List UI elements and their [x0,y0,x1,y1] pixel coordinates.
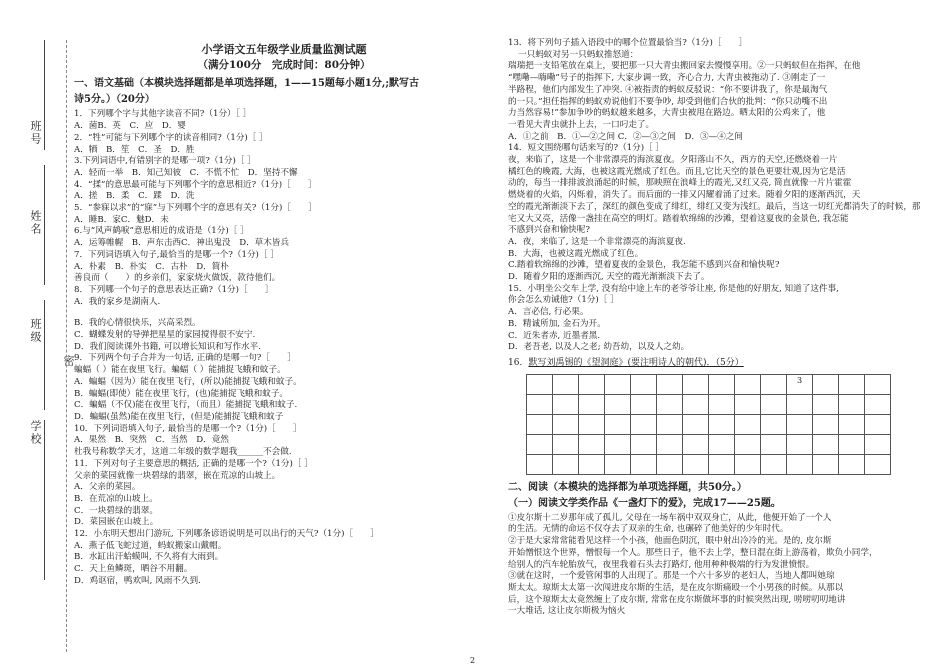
grid-cell[interactable] [683,394,709,414]
question-line: C．近朱者赤, 近墨者黑. [508,330,601,341]
question-line: D．老吾老, 以及人之老; 幼吾幼，以及人之幼。 [508,342,690,353]
grid-cell[interactable] [683,434,709,454]
grid-cell[interactable] [527,434,553,454]
question-line: A．轻而一举 B．知己知彼 C．不慌不忙 D．坚持不懈 [74,167,298,178]
grid-cell[interactable] [735,434,761,454]
grid-row [527,454,891,474]
grid-cell[interactable] [579,374,605,394]
question-line: A．燕子低飞蛇过道，蚂蚁搬家山戴帽。 [74,540,227,551]
question-line: 半路程，他们内部发生了冲突. ④被指责的蚂蚁反驳说：“你不要讲我了，你是最淘气 [508,84,828,95]
grid-cell[interactable] [735,394,761,414]
grid-cell[interactable] [527,454,553,474]
grid-cell[interactable] [579,414,605,434]
school-line [44,420,45,580]
grid-cell[interactable] [579,454,605,474]
grid-row [527,374,891,394]
grid-cell[interactable] [553,454,579,474]
grid-cell[interactable] [553,414,579,434]
grid-cell[interactable] [631,434,657,454]
name-line-mid [44,165,45,285]
question-line: A．朴素 B．朴实 C．古朴 D．简朴 [74,261,229,272]
grid-cell[interactable] [553,374,579,394]
question-line [74,308,494,318]
question-line: A．菌B．英 C．应 D．婴 [74,121,186,132]
grid-cell[interactable] [709,394,735,414]
question-line: 夜，来临了，这是一个非常漂亮的海滨夏夜。夕阳落山不久，西方的天空,还燃烧着一片 [508,155,838,166]
question-line: “嘿嘞—嗨嘞”号子的指挥下, 大家步调一致，齐心合力, 大青虫被拖动了. ③刚走了一 [508,73,826,84]
question-line: A．夜，来临了, 这是一个非常漂亮的海滨夏夜. [508,236,686,247]
grid-cell[interactable] [787,414,813,434]
grid-cell[interactable] [839,454,865,474]
grid-cell[interactable] [683,414,709,434]
grid-row [527,434,891,454]
name-line-top [44,40,45,150]
grid-cell[interactable] [813,414,839,434]
question-line: 2．“牲”可能与下列哪个字的读音相同?（1分)［ ］ [74,132,268,143]
seal-dashed-line [66,40,67,652]
question-line: 14．短文围绕哪句话来写的?（1分)［ ］ [508,143,665,154]
grid-cell[interactable] [553,394,579,414]
question-line: A．睡B．家C．魅D．未 [74,214,169,225]
question-line: A．果然 B．突然 C．当然 D．竟然 [74,435,229,446]
question-line: A．运筹帷幄 B．声东击西C．神出鬼没 D．草木皆兵 [74,238,290,249]
question-line: 燃烧着的火焰，闪烁着，消失了。而后面的一排又闪耀着涌了过来。随着夕阳的逐渐西沉，天 [508,190,861,201]
grid-cell[interactable] [631,394,657,414]
grid-cell[interactable] [865,454,891,474]
question-line: 不感到兴奋和愉快呢? [508,225,590,236]
writing-grid[interactable] [526,374,891,475]
grid-cell[interactable] [605,374,631,394]
question-line: 的一只。”担任指挥的蚂蚁劝说他们不要争吵, 却受到他们合伙的批判：“你只动嘴不出 [508,96,828,107]
left-question-list [74,77,494,587]
q16-text: 默写刘禹锡的《望洞庭》(要注明诗人的朝代)．（5分） [528,357,744,368]
question-line: B．蝙蝠(即使）能在夜里飞行，(也)能捕捉飞蛾和蚊子。 [74,388,289,399]
question-line: B．在荒凉的山坡上。 [74,493,158,504]
grid-cell[interactable] [657,454,683,474]
question-line: D．我们阅读课外书籍, 可以增长知识和写作水平. [74,341,261,352]
question-line: 一、语文基础（本模块选择题都是单项选择题，1——15题每小题1分,;默写古 [74,78,420,90]
question-line: C．一块碧绿的翡翠。 [74,505,158,516]
question-line: 善良而（ ）的乡亲们，家家烧火做饭，款待他们。 [74,273,281,284]
q16-number: 16． [508,357,529,368]
margin-label-name: 姓名 [29,210,42,236]
grid-cell[interactable] [865,374,891,394]
question-line: 4．“揉”的意思最可能与下列哪个字的意思相近?（1分)［ ］ [74,179,317,190]
question-line: 5．“参寐以求”的“寐”与下列哪个字的意思有关?（1分)［ ］ [74,203,317,214]
grid-cell[interactable] [527,374,553,394]
page-subtitle: （满分100分 完成时间：80分钟） [197,58,371,71]
left-column [74,44,494,588]
page-title: 小学语文五年级学业质量监测试题 [201,43,367,56]
grid-cell[interactable] [735,454,761,474]
question-line: 蝙蝠（ ）能在夜里飞行。蝙蝠（ ）能捕捉飞蛾和蚊子。 [74,365,286,376]
grid-cell[interactable]: 3 [787,374,813,394]
question-line: 动的，每当一排排波浪涌起的时候，那映照在浪峰上的霞光,又红又亮, 简直就像一片片霍霍 [508,178,852,189]
question-line: 15．小明坐公交车上学, 没有给中途上车的老爷爷让座, 你是他的好朋友, 知道了这件事, [508,283,839,294]
q16-line [508,358,908,370]
grid-cell[interactable] [839,414,865,434]
question-line: C．天上鱼鳞斑，晒谷不用翻。 [74,564,193,575]
grid-cell[interactable] [709,414,735,434]
question-line: A．①之前 B．①—②之间 C．②—③之间 D．③—④之间 [508,131,743,142]
grid-cell[interactable] [605,414,631,434]
grid-cell[interactable] [657,414,683,434]
binding-margin [0,0,82,672]
passage-line: 斯太太。琼斯太太第一次闯进皮尔斯的生活，是在皮尔斯痛殴一个小男孩的时候。从那以 [508,582,844,593]
grid-cell[interactable] [735,374,761,394]
grid-cell[interactable] [657,374,683,394]
grid-cell[interactable] [579,394,605,414]
passage-line: 一大堆话, 这让皮尔斯极为恼火 [508,606,626,617]
passage-line: 给别人的汽车轮胎放气，夜里我着石头去打路灯, 他用种种极端的行为发泄愤恨。 [508,559,815,570]
grid-cell[interactable] [839,434,865,454]
grid-cell[interactable] [579,434,605,454]
passage-line: 的生活。无情的命运不仅夺去了双亲的生命, 也碾碎了他美好的少年时代。 [508,524,789,535]
grid-cell[interactable] [631,374,657,394]
grid-cell[interactable] [813,394,839,414]
reading-section-title: 二、阅读（本模块的选择都为单项选择题，共50分。） [508,481,747,493]
question-line: 你会怎么劝诫他?（1分)［ ］ [508,295,619,306]
margin-label-banhao: 班号 [29,120,42,146]
question-line: 一看见大青虫就扑上去，一口叼走了。 [508,119,655,130]
question-line: 12．小东明天想出门游玩, 下列哪条谚语说明是可以出行的天气?（1分)［ ］ [74,529,379,540]
grid-cell[interactable] [787,454,813,474]
grid-cell[interactable] [735,414,761,434]
reading-subtitle: （一）阅读文学类作品《一盏灯下的爱》，完成17——25题。 [508,497,781,509]
reading-passage [508,513,908,618]
grid-cell[interactable] [709,374,735,394]
grid-cell[interactable] [683,454,709,474]
question-line: 6.与“风声鹤唳”意思相近的成语是（1分)［ ］ [74,226,249,237]
grid-cell[interactable] [709,434,735,454]
question-line: A．搓 B．柔 C．蹂 D．洗 [74,191,195,202]
grid-cell[interactable] [553,434,579,454]
question-line: 瑞瑞把一支铅笔放在桌上，要把那一只大青虫搬回家去慢慢享用。②一只蚂蚁但在指挥，在他 [508,61,861,72]
question-line: C．蝙蝠（不仅)能在夜里飞行，（而且）能捕捉飞蛾和蚊子. [74,400,298,411]
margin-label-school: 学校 [29,420,42,446]
question-line: D．鸡讴宿，鸭欢叫, 风雨不久到. [74,575,201,586]
margin-label-seal: 密 [62,355,75,368]
right-column [508,38,921,618]
grid-cell[interactable] [631,414,657,434]
question-line: A．蝙蝠（因为）能在夜里飞行，(所以)能捕捉飞蛾和蚊子。 [74,376,302,387]
grid-row [527,394,891,414]
question-line: 10．下列词语填入句子, 最恰当的是哪一个?（1分)［ ］ [74,423,302,434]
question-line: C.踏着软绵绵的沙滩，望着夏夜的金景色，我怎能不感到兴奋和愉快呢? [508,260,780,271]
question-line: C．蝴蝶发射的导弹把星星的家园搅得很不安宁. [74,330,256,341]
grid-cell[interactable] [709,454,735,474]
grid-cell[interactable] [865,414,891,434]
grid-cell[interactable] [761,414,787,434]
grid-cell[interactable] [787,434,813,454]
grid-cell[interactable] [761,434,787,454]
question-line: B．大海，也被这霞光燃成了红色。 [508,248,644,259]
grid-cell[interactable] [605,454,631,474]
grid-cell[interactable] [657,434,683,454]
grid-cell[interactable] [761,374,787,394]
question-line: 诗5分。）（20分） [74,94,155,106]
question-line: 杜我号称数学天才，这道二年级的数学题我______不会做. [74,447,292,458]
grid-cell[interactable] [813,454,839,474]
class-line [44,300,45,410]
grid-cell[interactable] [761,394,787,414]
grid-cell[interactable] [813,374,839,394]
question-line: 橘红色的晚霞, 大海，也被这霞光燃成了红色。而且,它比天空的景色更要壮观,因为它是活 [508,166,846,177]
grid-cell[interactable] [839,394,865,414]
question-line: 8．下列哪一个句子的意思表达正确?（1分)［ ］ [74,284,274,295]
passage-line: ①皮尔斯十二岁那年成了孤儿, 父母在一场车祸中双双身亡，从此，他便开始了一个人 [508,512,832,523]
question-line: 力当然容易!”参加争吵的蚂蚁越来越多，大青虫被甩在路边。晒太阳的公鸡来了，他 [508,108,826,119]
question-line: A．言必信, 行必果。 [508,307,589,318]
question-line: A．牺 B．笙 C．圣 D．胜 [74,144,195,155]
grid-cell[interactable] [865,434,891,454]
question-line: D．菜园嵌在山坡上。 [74,517,159,528]
passage-line: 后，这个琼斯太太竟然缠上了皮尔斯, 常常在皮尔斯做坏事的时候突然出现, 唠唠叨叨地讲 [508,594,846,605]
question-line: A．我的家乡是湖南人. [74,296,161,307]
grid-cell[interactable] [527,414,553,434]
passage-line: ②于是大家常常能看见这样一个小孩，他面色阴沉，眼中射出冷冷的光。是的, 皮尔斯 [508,536,832,547]
question-line: 父亲的菜园就像一块碧绿的翡翠，嵌在荒凉的山坡上。 [74,470,281,481]
grid-row [527,414,891,434]
question-line: 13．将下列句子插入语段中的哪个位置最恰当?（1分)［ ］ [508,38,748,48]
grid-cell[interactable] [657,394,683,414]
grid-cell[interactable] [761,454,787,474]
question-line: 空的霞光渐渐淡下去了，深红的颜色变成了绯红，绯红又变为浅红。最后，当这一切红光都消失了的时候，那 [508,201,921,212]
grid-cell[interactable] [787,394,813,414]
grid-cell[interactable] [839,374,865,394]
grid-cell[interactable] [813,434,839,454]
question-line: 宅又大又亮，活像一盏挂在高空的明灯。踏着软绵绵的沙滩，望着这夏夜的金景色, 我怎能 [508,213,849,224]
question-line: 一只蚂蚁对另一只蚂蚁推怒道： [518,49,639,60]
right-question-list [508,38,921,354]
question-line: 1．下列哪个字与其他字读音不同?（1分）［ ］ [74,109,252,120]
grid-cell[interactable] [605,394,631,414]
passage-line: ③就在这时，一个爱管闲事的人出现了。那是一个六十多岁的老妇人，当地人都叫她琼 [508,571,835,582]
grid-cell[interactable] [683,374,709,394]
grid-cell[interactable] [527,394,553,414]
question-line: B．精诚所加, 金石为开。 [508,318,606,329]
question-line: D．蝙蝠(虽然)能在夜里飞行，(但是)能捕捉飞蛾和蚊子 [74,411,284,422]
page-number: 2 [470,656,476,665]
question-line: B．水缸出汗蛤蟆叫, 不久将有大雨到。 [74,552,224,563]
margin-label-class: 班级 [29,318,42,344]
passage-line: 开始憎恨这个世界，憎恨每一个人。那些日子，他不去上学，整日混在街上游荡着，欺负小同学， [508,547,878,558]
question-line: 9．下列两个句子合并为一句话, 正确的是哪一句?［ ］ [74,353,296,364]
question-line: 3.下列词语中,有错别字的是哪一项?（1分)［ ］ [74,156,256,167]
question-line: D．随着夕阳的逐渐西沉, 天空的霞光渐渐淡下去了。 [508,272,710,283]
question-line: 7．下列词语填入句子,最恰当的是哪一个?（1分)［ ］ [74,249,279,260]
question-line: B．我的心情很快乐，兴高采烈。 [74,318,201,329]
grid-cell[interactable] [605,434,631,454]
grid-cell[interactable] [631,454,657,474]
grid-cell[interactable] [865,394,891,414]
question-line: 11．下列对句子主要意思的概括, 正确的是哪一个?（1分)［ ］ [74,458,313,469]
question-line: A．父亲的菜园。 [74,482,141,493]
